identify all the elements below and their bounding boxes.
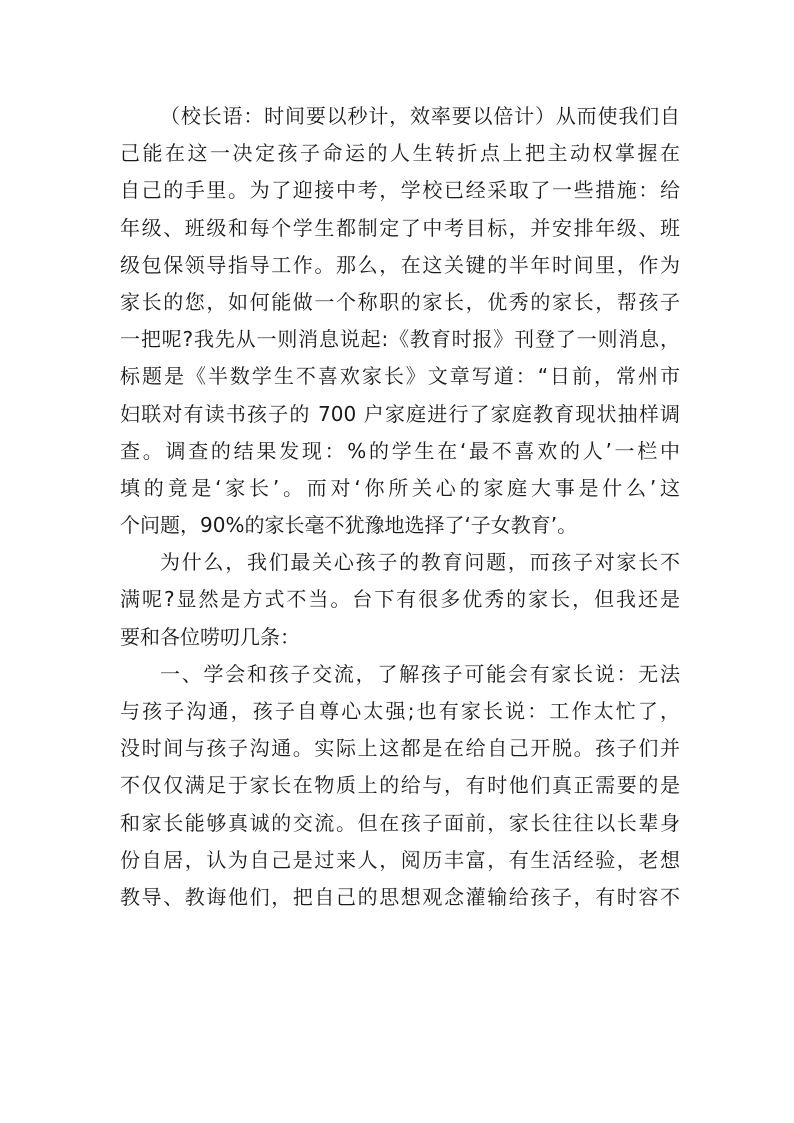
text-line: 和家长能够真诚的交流。但在孩子面前，家长往往以长辈身 [120,810,680,835]
text-line: 一、学会和孩子交流，了解孩子可能会有家长说：无法 [160,661,680,686]
text-line: 年级、班级和每个学生都制定了中考目标，并安排年级、班 [120,215,680,240]
body-text [120,98,680,916]
text-line: 填的竟是‘家长’。而对‘你所关心的家庭大事是什么’这 [120,475,680,500]
text-line: 没时间与孩子沟通。实际上这都是在给自己开脱。孩子们并 [120,736,680,761]
text-line: 查。调查的结果发现：%的学生在‘最不喜欢的人’一栏中 [120,438,680,463]
text-line: 满呢?显然是方式不当。台下有很多优秀的家长，但我还是 [120,587,680,612]
text-line: 个问题，90%的家长毫不犹豫地选择了‘子女教育’。 [120,513,578,538]
text-line: 与孩子沟通，孩子自尊心太强;也有家长说：工作太忙了， [120,699,680,723]
text-line: 妇联对有读书孩子的 700 户家庭进行了家庭教育现状抽样调 [120,401,680,426]
text-line: 自己的手里。为了迎接中考，学校已经采取了一些措施：给 [120,178,680,203]
text-line: 份自居，认为自己是过来人，阅历丰富，有生活经验，老想 [120,847,680,872]
text-line: 为什么，我们最关心孩子的教育问题，而孩子对家长不 [160,550,680,575]
text-line: 标题是《半数学生不喜欢家长》文章写道：“日前，常州市 [120,364,680,389]
text-line: 家长的您，如何能做一个称职的家长，优秀的家长，帮孩子 [120,289,680,314]
text-line: 己能在这一决定孩子命运的人生转折点上把主动权掌握在 [120,141,680,166]
text-line: 一把呢?我先从一则消息说起:《教育时报》刊登了一则消息， [120,327,680,352]
text-line: （校长语：时间要以秒计，效率要以倍计）从而使我们自 [160,104,680,128]
text-line: 不仅仅满足于家长在物质上的给与，有时他们真正需要的是 [120,773,680,798]
text-line: 级包保领导指导工作。那么，在这关键的半年时间里，作为 [120,252,680,277]
text-line: 要和各位唠叨几条： [120,624,300,649]
text-line: 教导、教诲他们，把自己的思想观念灌输给孩子，有时容不 [120,884,680,909]
